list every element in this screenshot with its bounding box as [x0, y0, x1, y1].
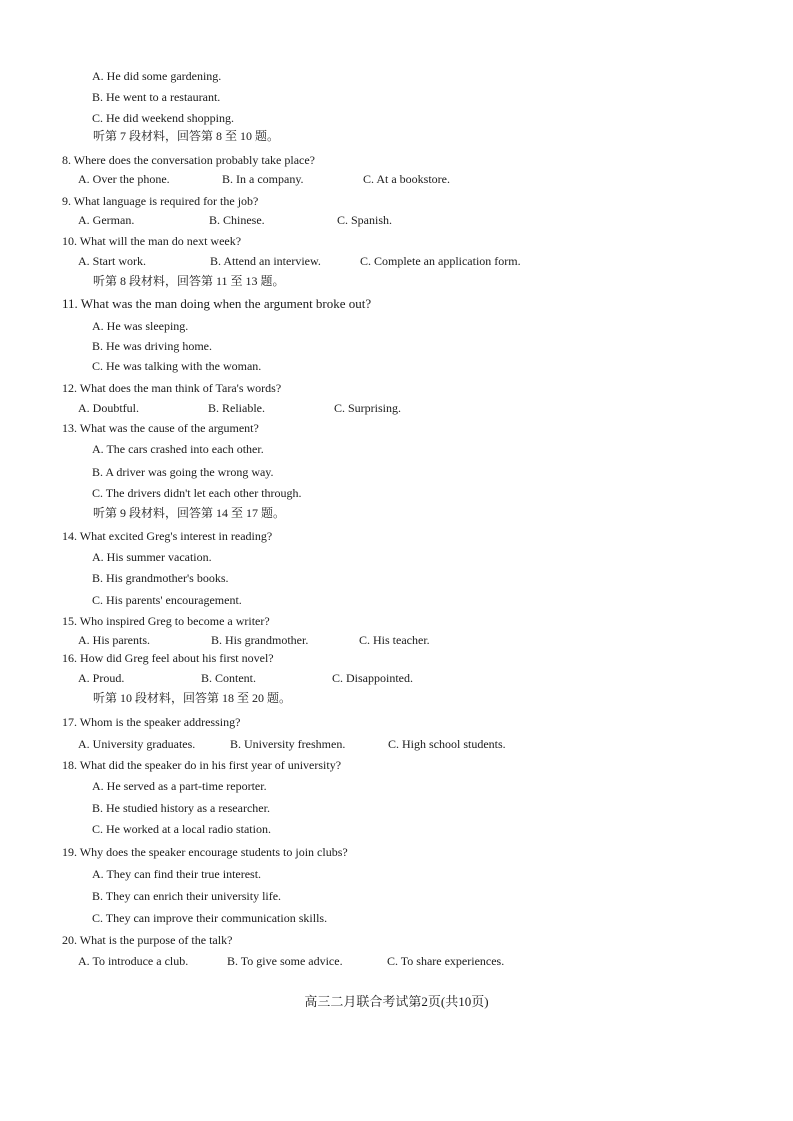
q16-text: 16. How did Greg feel about his first novel? — [62, 651, 274, 665]
q19-text: 19. Why does the speaker encourage students to join clubs? — [62, 845, 348, 859]
q8-option-a: A. Over the phone. — [78, 172, 170, 186]
section-7-instruction: 听第 7 段材料，回答第 8 至 10 题。 — [93, 129, 280, 143]
page-footer: 高三二月联合考试第2页(共10页) — [304, 994, 489, 1009]
q16-option-b: B. Content. — [201, 671, 257, 685]
q18-option-a: A. He served as a part-time reporter. — [92, 779, 267, 793]
q9-option-c: C. Spanish. — [337, 213, 393, 227]
q11-text: 11. What was the man doing when the argument broke out? — [62, 296, 372, 311]
q11-option-b: B. He was driving home. — [92, 339, 212, 353]
q17-option-a: A. University graduates. — [78, 737, 196, 751]
q14-option-a: A. His summer vacation. — [92, 550, 212, 564]
q15-text: 15. Who inspired Greg to become a writer? — [62, 614, 270, 628]
q12-option-a: A. Doubtful. — [78, 401, 139, 415]
q15-option-c: C. His teacher. — [359, 633, 430, 647]
q15-option-a: A. His parents. — [78, 633, 150, 647]
q11-option-c: C. He was talking with the woman. — [92, 359, 262, 373]
q19-option-a: A. They can find their true interest. — [92, 867, 262, 881]
section-9-instruction: 听第 9 段材料，回答第 14 至 17 题。 — [93, 506, 286, 520]
q15-option-b: B. His grandmother. — [211, 633, 309, 647]
q10-option-b: B. Attend an interview. — [210, 254, 321, 268]
q12-option-b: B. Reliable. — [208, 401, 265, 415]
q8-option-c: C. At a bookstore. — [363, 172, 450, 186]
q20-text: 20. What is the purpose of the talk? — [62, 933, 233, 947]
section-10-instruction: 听第 10 段材料，回答第 18 至 20 题。 — [93, 691, 292, 705]
q10-option-c: C. Complete an application form. — [360, 254, 521, 268]
q7-option-b: B. He went to a restaurant. — [92, 90, 221, 104]
q11-option-a: A. He was sleeping. — [92, 319, 189, 333]
q9-option-b: B. Chinese. — [209, 213, 265, 227]
q9-option-a: A. German. — [78, 213, 135, 227]
q17-text: 17. Whom is the speaker addressing? — [62, 715, 241, 729]
q9-text: 9. What language is required for the job? — [62, 194, 259, 208]
q14-option-c: C. His parents' encouragement. — [92, 593, 242, 607]
q8-option-b: B. In a company. — [222, 172, 304, 186]
q18-option-c: C. He worked at a local radio station. — [92, 822, 271, 836]
q20-option-b: B. To give some advice. — [227, 954, 343, 968]
section-8-instruction: 听第 8 段材料，回答第 11 至 13 题。 — [93, 274, 285, 288]
q12-text: 12. What does the man think of Tara's words? — [62, 381, 282, 395]
q20-option-c: C. To share experiences. — [387, 954, 505, 968]
q13-option-c: C. The drivers didn't let each other through. — [92, 486, 302, 500]
q14-option-b: B. His grandmother's books. — [92, 571, 229, 585]
q16-option-a: A. Proud. — [78, 671, 125, 685]
q18-text: 18. What did the speaker do in his first year of university? — [62, 758, 342, 772]
q13-option-b: B. A driver was going the wrong way. — [92, 465, 274, 479]
q14-text: 14. What excited Greg's interest in reading? — [62, 529, 273, 543]
q16-option-c: C. Disappointed. — [332, 671, 413, 685]
q8-text: 8. Where does the conversation probably take place? — [62, 153, 316, 167]
q17-option-c: C. High school students. — [388, 737, 506, 751]
q7-option-c: C. He did weekend shopping. — [92, 111, 234, 125]
q7-option-a: A. He did some gardening. — [92, 69, 222, 83]
q13-text: 13. What was the cause of the argument? — [62, 421, 259, 435]
q19-option-b: B. They can enrich their university life. — [92, 889, 282, 903]
q12-option-c: C. Surprising. — [334, 401, 402, 415]
q19-option-c: C. They can improve their communication skills. — [92, 911, 328, 925]
q10-option-a: A. Start work. — [78, 254, 146, 268]
q17-option-b: B. University freshmen. — [230, 737, 346, 751]
q10-text: 10. What will the man do next week? — [62, 234, 242, 248]
q18-option-b: B. He studied history as a researcher. — [92, 801, 270, 815]
q20-option-a: A. To introduce a club. — [78, 954, 189, 968]
q13-option-a: A. The cars crashed into each other. — [92, 442, 264, 456]
